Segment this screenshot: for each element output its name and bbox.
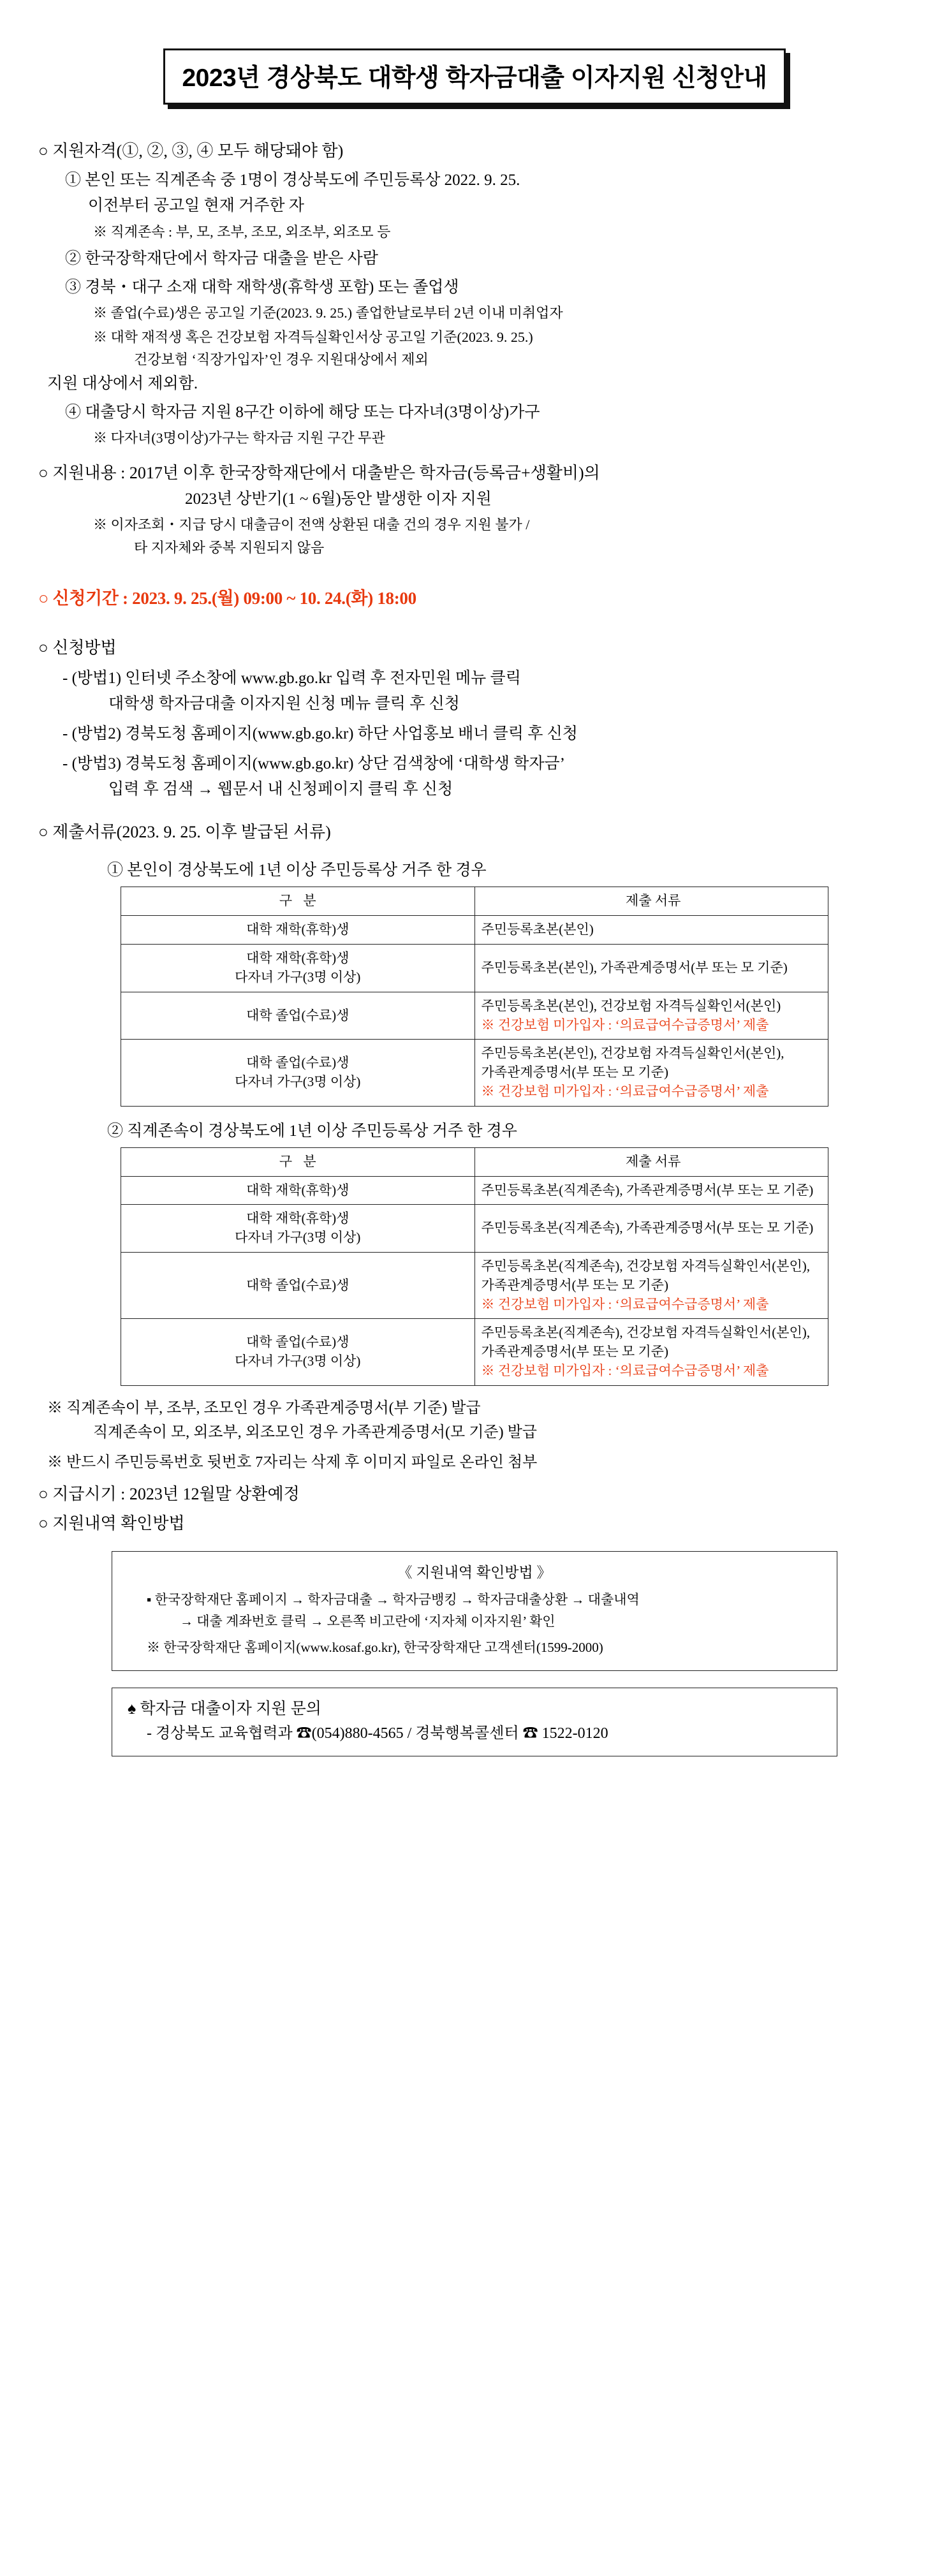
documents-table-2-body: [121, 1176, 828, 1385]
eligibility-item-2: ② 한국장학재단에서 학자금 대출을 받은 사람: [65, 250, 378, 268]
document-warning-line: ※ 건강보험 미가입자 : ‘의료급여수급증명서’ 제출: [481, 1363, 769, 1379]
table-cell-division: [121, 1176, 475, 1205]
eligibility-item-3-note-1: ※ 졸업(수료)생은 공고일 기준(2023. 9. 25.) 졸업한날로부터 2년 이내 미취업자: [93, 305, 563, 321]
division-line: 대학 졸업(수료)생: [246, 1055, 349, 1071]
document-line: 주민등록초본(직계존속), 가족관계증명서(부 또는 모 기준): [481, 1220, 814, 1236]
check-method-box: [112, 1551, 837, 1671]
support-heading-cont: 2023년 상반기(1 ~ 6월)동안 발생한 이자 지원: [185, 490, 492, 508]
document-line: 가족관계증명서(부 또는 모 기준): [481, 1277, 668, 1293]
note-relative-rule-cont: 직계존속이 모, 외조부, 외조모인 경우 가족관계증명서(모 기준) 발급: [93, 1424, 537, 1441]
contact-box: [112, 1688, 837, 1756]
support-section: [38, 460, 911, 559]
eligibility-item-3-note-2-cont2: 지원 대상에서 제외함.: [47, 374, 198, 392]
table-col-division: 구 분: [121, 1147, 475, 1176]
eligibility-heading: ○ 지원자격(①, ②, ③, ④ 모두 해당돼야 함): [38, 142, 344, 160]
table-cell-documents: [475, 1319, 828, 1385]
table-cell-documents: [475, 1176, 828, 1205]
division-line: 다자녀 가구(3명 이상): [235, 1074, 361, 1090]
document-line: 주민등록초본(직계존속), 건강보험 자격득실확인서(본인),: [481, 1325, 811, 1341]
support-heading: ○ 지원내용 : 2017년 이후 한국장학재단에서 대출받은 학자금(등록금+생활비)의: [38, 463, 600, 482]
eligibility-item-3: ③ 경북・대구 소재 대학 재학생(휴학생 포함) 또는 졸업생: [65, 279, 459, 297]
eligibility-item-1-cont: 이전부터 공고일 현재 거주한 자: [88, 197, 304, 215]
documents-table-2-caption: ② 직계존속이 경상북도에 1년 이상 주민등록상 거주 한 경우: [107, 1122, 517, 1140]
documents-section: [38, 819, 911, 1386]
table-cell-division: [121, 1253, 475, 1319]
division-line: 대학 졸업(수료)생: [246, 1277, 349, 1293]
table-cell-division: [121, 1040, 475, 1106]
document-warning-line: ※ 건강보험 미가입자 : ‘의료급여수급증명서’ 제출: [481, 1017, 769, 1033]
documents-table-1-caption: ① 본인이 경상북도에 1년 이상 주민등록상 거주 한 경우: [107, 862, 487, 880]
documents-table-1-body: [121, 916, 828, 1107]
check-method-box-title: 《 지원내역 확인방법 》: [397, 1564, 552, 1581]
support-note: ※ 이자조회・지급 당시 대출금이 전액 상환된 대출 건의 경우 지원 불가 /: [93, 517, 530, 533]
table-row: [121, 992, 828, 1040]
howto-method-1-cont: 대학생 학자금대출 이자지원 신청 메뉴 클릭 후 신청: [108, 695, 460, 713]
document-line: 주민등록초본(직계존속), 건강보험 자격득실확인서(본인),: [481, 1258, 811, 1274]
document-line: 주민등록초본(직계존속), 가족관계증명서(부 또는 모 기준): [481, 1182, 814, 1198]
check-method-step-2: → 대출 계좌번호 클릭 → 오른쪽 비고란에 ‘지자체 이자지원’ 확인: [180, 1613, 555, 1629]
howto-method-3-cont: 입력 후 검색 → 웹문서 내 신청페이지 클릭 후 신청: [108, 781, 453, 799]
table-cell-documents: [475, 1205, 828, 1253]
document-line: 주민등록초본(본인): [481, 922, 594, 938]
howto-heading: ○ 신청방법: [38, 638, 117, 658]
division-line: 대학 재학(휴학)생: [246, 1182, 349, 1198]
check-method-step-1: ▪ 한국장학재단 홈페이지 → 학자금대출 → 학자금뱅킹 → 학자금대출상환 → 대출내역: [147, 1592, 640, 1608]
howto-section: [38, 635, 911, 802]
table-cell-documents: [475, 916, 828, 945]
table-cell-division: [121, 992, 475, 1040]
title-banner: [38, 48, 911, 105]
table-col-division: 구 분: [121, 887, 475, 916]
check-method-note: ※ 한국장학재단 홈페이지(www.kosaf.go.kr), 한국장학재단 고객센터(1599-2000): [147, 1640, 603, 1656]
documents-heading: ○ 제출서류(2023. 9. 25. 이후 발급된 서류): [38, 823, 331, 842]
eligibility-item-4: ④ 대출당시 학자금 지원 8구간 이하에 해당 또는 다자녀(3명이상)가구: [65, 404, 540, 422]
howto-method-3: - (방법3) 경북도청 홈페이지(www.gb.go.kr) 상단 검색창에 ‘대학생 학자금’: [63, 755, 565, 773]
eligibility-item-4-note: ※ 다자녀(3명이상)가구는 학자금 지원 구간 무관: [93, 430, 385, 446]
document-line: 가족관계증명서(부 또는 모 기준): [481, 1064, 668, 1080]
note-id-masking: ※ 반드시 주민등록번호 뒷번호 7자리는 삭제 후 이미지 파일로 온라인 첨부: [47, 1454, 538, 1471]
check-method-heading: ○ 지원내역 확인방법: [38, 1514, 185, 1533]
eligibility-item-1-note: ※ 직계존속 : 부, 모, 조부, 조모, 외조부, 외조모 등: [93, 223, 391, 240]
table-cell-documents: [475, 992, 828, 1040]
document-warning-line: ※ 건강보험 미가입자 : ‘의료급여수급증명서’ 제출: [481, 1296, 769, 1312]
table-col-documents: 제출 서류: [475, 1147, 828, 1176]
division-line: 다자녀 가구(3명 이상): [235, 1353, 361, 1369]
table-row: [121, 1176, 828, 1205]
document-line: 주민등록초본(본인), 건강보험 자격득실확인서(본인): [481, 997, 781, 1013]
table-row: [121, 1040, 828, 1106]
table-row: [121, 916, 828, 945]
payment-schedule: ○ 지급시기 : 2023년 12월말 상환예정: [38, 1485, 300, 1504]
table-row: [121, 945, 828, 992]
division-line: 대학 재학(휴학)생: [246, 950, 349, 966]
document-warning-line: ※ 건강보험 미가입자 : ‘의료급여수급증명서’ 제출: [481, 1083, 769, 1099]
table-row: [121, 1205, 828, 1253]
documents-table-1: [121, 887, 828, 1106]
document-line: 주민등록초본(본인), 건강보험 자격득실확인서(본인),: [481, 1045, 784, 1061]
table-cell-documents: [475, 945, 828, 992]
application-period: ○ 신청기간 : 2023. 9. 25.(월) 09:00 ~ 10. 24.(화) 18:00: [38, 589, 416, 608]
contact-heading: ♠ 학자금 대출이자 지원 문의: [128, 1700, 321, 1718]
division-line: 대학 재학(휴학)생: [246, 922, 349, 938]
division-line: 대학 졸업(수료)생: [246, 1007, 349, 1023]
title-box: [163, 48, 785, 105]
howto-method-2: - (방법2) 경북도청 홈페이지(www.gb.go.kr) 하단 사업홍보 배너 클릭 후 신청: [63, 725, 578, 743]
documents-table-2: [121, 1147, 828, 1386]
document-line: 가족관계증명서(부 또는 모 기준): [481, 1344, 668, 1360]
note-relative-rule: ※ 직계존속이 부, 조부, 조모인 경우 가족관계증명서(부 기준) 발급: [47, 1399, 481, 1417]
division-line: 다자녀 가구(3명 이상): [235, 1230, 361, 1246]
support-note-cont: 타 지자체와 중복 지원되지 않음: [134, 540, 325, 556]
table-row: [121, 1319, 828, 1385]
division-line: 다자녀 가구(3명 이상): [235, 969, 361, 985]
table-header-row: [121, 1147, 828, 1176]
table-col-documents: 제출 서류: [475, 887, 828, 916]
eligibility-section: [38, 138, 911, 450]
division-line: 대학 재학(휴학)생: [246, 1211, 349, 1226]
division-line: 대학 졸업(수료)생: [246, 1334, 349, 1350]
document-line: 주민등록초본(본인), 가족관계증명서(부 또는 모 기준): [481, 959, 788, 975]
eligibility-item-3-note-2: ※ 대학 재적생 혹은 건강보험 자격득실확인서상 공고일 기준(2023. 9. 25.): [93, 328, 533, 345]
table-row: [121, 1253, 828, 1319]
eligibility-item-3-note-2-cont: 건강보험 ‘직장가입자’인 경우 지원대상에서 제외: [134, 351, 429, 368]
notes-section: [38, 1396, 911, 1537]
page-title: 2023년 경상북도 대학생 학자금대출 이자지원 신청안내: [182, 64, 767, 92]
table-cell-documents: [475, 1253, 828, 1319]
table-cell-division: [121, 1319, 475, 1385]
table-cell-division: [121, 916, 475, 945]
howto-method-1: - (방법1) 인터넷 주소창에 www.gb.go.kr 입력 후 전자민원 메뉴 클릭: [63, 670, 521, 688]
table-header-row: [121, 887, 828, 916]
table-cell-division: [121, 1205, 475, 1253]
table-cell-division: [121, 945, 475, 992]
contact-detail: - 경상북도 교육협력과 ☎(054)880-4565 / 경북행복콜센터 ☎ 1522-0120: [147, 1725, 608, 1742]
table-cell-documents: [475, 1040, 828, 1106]
eligibility-item-1: ① 본인 또는 직계존속 중 1명이 경상북도에 주민등록상 2022. 9. 25.: [65, 172, 520, 189]
